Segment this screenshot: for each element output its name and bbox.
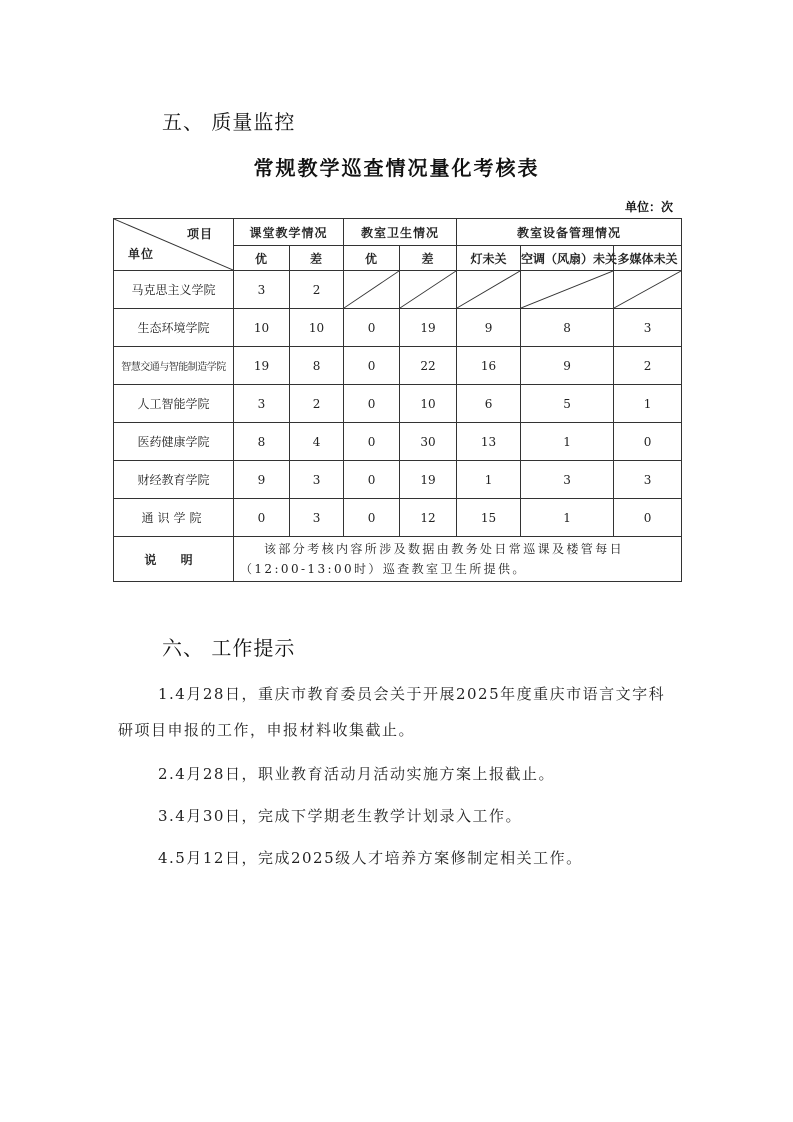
cell-value: 5 [521,385,614,423]
section-heading-quality-monitoring: 五、 质量监控 [162,110,296,134]
note-text: 该部分考核内容所涉及数据由教务处日常巡课及楼管每日（12:00-13:00时）巡查教室卫生所提供。 [240,542,625,576]
cell-value: 0 [344,461,400,499]
cell-value: 15 [457,499,521,537]
cell-value: 9 [457,309,521,347]
cell-value: 8 [234,423,290,461]
cell-value: 2 [290,385,344,423]
slash-line [400,271,456,308]
corner-header-cell [114,219,234,271]
subheader-ac-on: 空调（风扇）未关 [521,246,614,271]
cell-value: 0 [344,385,400,423]
tip-item-4: 4.5月12日，完成2025级人才培养方案修制定相关工作。 [158,849,583,867]
cell-value: 9 [521,347,614,385]
cell-value: 0 [234,499,290,537]
cell-value: 3 [614,461,682,499]
cell-value: 0 [614,423,682,461]
empty-cell [400,271,457,309]
row-name: 通识学院 [114,499,234,537]
table-row [114,271,682,309]
cell-value: 8 [290,347,344,385]
subheader-good: 优 [234,246,290,271]
table-row [114,423,682,461]
cell-value: 3 [234,271,290,309]
cell-value: 3 [290,499,344,537]
empty-cell [457,271,521,309]
tip-item-1 [118,676,678,748]
cell-value: 16 [457,347,521,385]
cell-value: 19 [400,309,457,347]
subheader-poor: 差 [400,246,457,271]
cell-value: 1 [521,499,614,537]
slash-line [521,271,613,308]
cell-value: 22 [400,347,457,385]
group-header-classroom-teaching: 课堂教学情况 [234,219,344,246]
group-header-classroom-hygiene: 教室卫生情况 [344,219,457,246]
table-row [114,461,682,499]
cell-value: 1 [614,385,682,423]
cell-value: 10 [290,309,344,347]
subheader-multimedia-on: 多媒体未关 [614,246,682,271]
table-title: 常规教学巡查情况量化考核表 [253,156,540,180]
cell-value: 9 [234,461,290,499]
cell-value: 2 [290,271,344,309]
empty-cell [344,271,400,309]
cell-value: 3 [234,385,290,423]
empty-cell [614,271,682,309]
empty-cell [521,271,614,309]
slash-line [614,271,681,308]
note-row [114,537,682,582]
subheader-good: 优 [344,246,400,271]
row-name: 马克思主义学院 [114,271,234,309]
note-label: 说 明 [114,537,234,582]
cell-value: 13 [457,423,521,461]
cell-value: 3 [521,461,614,499]
unit-label: 单位：次 [624,200,673,214]
cell-value: 0 [344,423,400,461]
cell-value: 30 [400,423,457,461]
table-row [114,385,682,423]
cell-value: 6 [457,385,521,423]
cell-value: 10 [400,385,457,423]
inspection-table [113,218,682,582]
corner-label-item: 项目 [186,227,213,241]
note-cell [234,537,682,582]
tip-text: 1.4月28日，重庆市教育委员会关于开展2025年度重庆市语言文字科研项目申报的工作，申报材料收集截止。 [118,685,666,739]
row-name: 财经教育学院 [114,461,234,499]
row-name: 生态环境学院 [114,309,234,347]
cell-value: 0 [344,499,400,537]
table-row [114,499,682,537]
slash-line [457,271,520,308]
cell-value: 0 [614,499,682,537]
cell-value: 10 [234,309,290,347]
cell-value: 0 [344,347,400,385]
cell-value: 19 [400,461,457,499]
row-name: 智慧交通与智能制造学院 [114,347,234,385]
cell-value: 0 [344,309,400,347]
cell-value: 4 [290,423,344,461]
tip-item-3: 3.4月30日，完成下学期老生教学计划录入工作。 [158,807,522,825]
cell-value: 19 [234,347,290,385]
cell-value: 1 [521,423,614,461]
table-row [114,309,682,347]
cell-value: 3 [614,309,682,347]
cell-value: 3 [290,461,344,499]
row-name: 人工智能学院 [114,385,234,423]
cell-value: 1 [457,461,521,499]
section-heading-work-tips: 六、 工作提示 [162,636,296,660]
cell-value: 2 [614,347,682,385]
table-row [114,347,682,385]
slash-line [344,271,399,308]
row-name: 医药健康学院 [114,423,234,461]
tip-item-2: 2.4月28日，职业教育活动月活动实施方案上报截止。 [158,765,555,783]
corner-label-unit: 单位 [128,247,155,261]
subheader-poor: 差 [290,246,344,271]
cell-value: 12 [400,499,457,537]
subheader-lights-on: 灯未关 [457,246,521,271]
cell-value: 8 [521,309,614,347]
group-header-equipment-management: 教室设备管理情况 [457,219,682,246]
